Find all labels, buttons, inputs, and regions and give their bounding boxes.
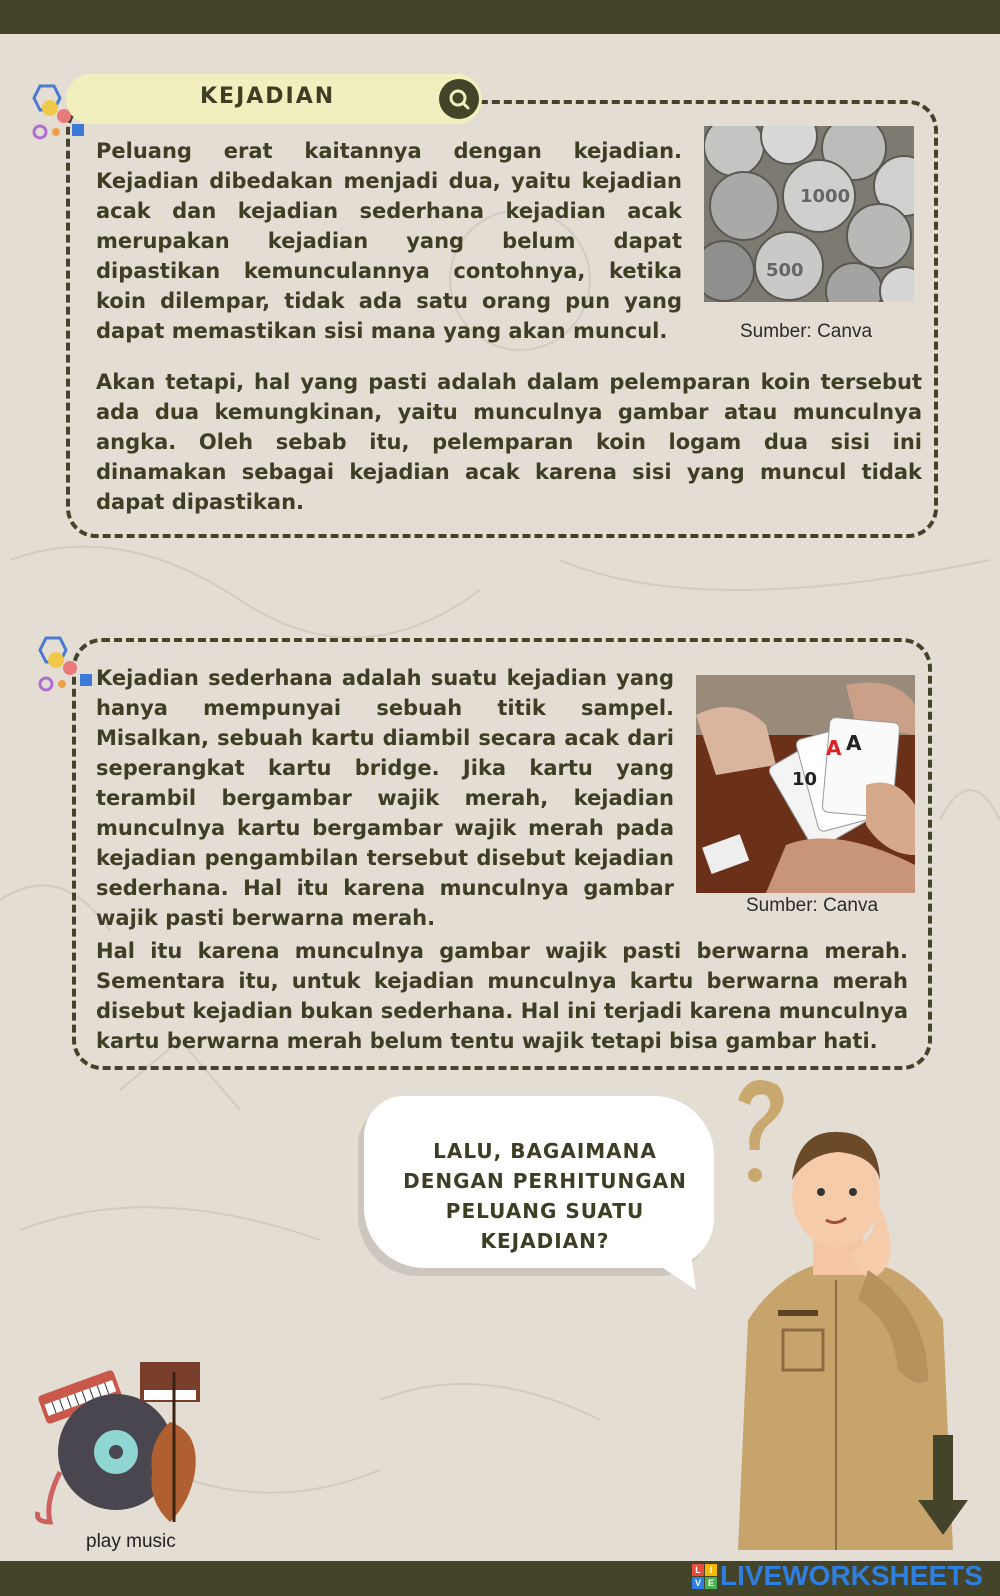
logo-letter: I bbox=[705, 1564, 717, 1576]
logo-letter: V bbox=[692, 1577, 704, 1589]
top-bar bbox=[0, 0, 1000, 34]
kejadian-bukan-sederhana-paragraph: Hal itu karena munculnya gambar wajik pasti berwarna merah. Sementara itu, untuk kejadian munculnya kartu berwarna merah disebut kejadian bukan sederhana. Hal ini terjadi karena munculnya kartu berwarna merah belum tentu wajik tetapi bisa gambar hati. bbox=[96, 939, 908, 1053]
liveworksheets-logo[interactable] bbox=[692, 1559, 983, 1593]
search-button[interactable] bbox=[439, 79, 479, 119]
svg-text:500: 500 bbox=[766, 260, 804, 281]
play-music-label[interactable]: play music bbox=[86, 1531, 176, 1552]
search-icon bbox=[447, 87, 471, 111]
kejadian-acak-explanation: Akan tetapi, hal yang pasti adalah dalam pelemparan koin tersebut ada dua kemungkinan, yaitu munculnya gambar atau munculnya angka. Oleh sebab itu, pelemparan koin logam dua sisi ini dinamakan sebagai kejadian acak karena sisi yang muncul tidak dapat dipastikan. bbox=[96, 370, 922, 514]
section-title: KEJADIAN bbox=[200, 84, 336, 109]
svg-text:A: A bbox=[826, 736, 842, 760]
svg-text:10: 10 bbox=[792, 769, 818, 790]
cards-image-caption: Sumber: Canva bbox=[746, 895, 879, 916]
music-instruments-icon[interactable] bbox=[30, 1352, 220, 1532]
question-mark-icon bbox=[738, 1080, 784, 1150]
coins-image bbox=[704, 126, 914, 302]
speech-bubble-text: LALU, BAGAIMANA DENGAN PERHITUNGAN PELUANG SUATU KEJADIAN? bbox=[403, 1139, 687, 1253]
liveworksheets-logo-icon bbox=[692, 1564, 717, 1589]
svg-text:1000: 1000 bbox=[800, 186, 851, 207]
kejadian-sederhana-paragraph: Kejadian sederhana adalah suatu kejadian yang hanya mempunyai sebuah titik sampel. Misalkan, sebuah kartu diambil secara acak dari seperangkat kartu bridge. Jika kartu yang terambil bergambar wajik merah, kejadian munculnya kartu bergambar wajik merah pada kejadian pengambilan tersebut disebut kejadian sederhana. Hal itu karena munculnya gambar wajik pasti berwarna merah. bbox=[96, 666, 674, 930]
playing-cards-image bbox=[696, 675, 915, 893]
logo-letter: E bbox=[705, 1577, 717, 1589]
kejadian-acak-paragraph: Peluang erat kaitannya dengan kejadian. Kejadian dibedakan menjadi dua, yaitu kejadian acak dan kejadian sederhana kejadian acak merupakan kejadian yang belum dapat dipastikan kemunculannya contohnya, ketika koin dilempar, tidak ada satu orang pun yang dapat memastikan sisi mana yang akan muncul. bbox=[96, 139, 682, 343]
svg-text:A: A bbox=[846, 731, 862, 755]
logo-letter: L bbox=[692, 1564, 704, 1576]
coins-image-caption: Sumber: Canva bbox=[740, 321, 873, 342]
hexagon-decoration-icon bbox=[32, 634, 98, 700]
thinking-person-illustration bbox=[728, 1080, 968, 1560]
brand-name: LIVEWORKSHEETS bbox=[720, 1560, 983, 1591]
